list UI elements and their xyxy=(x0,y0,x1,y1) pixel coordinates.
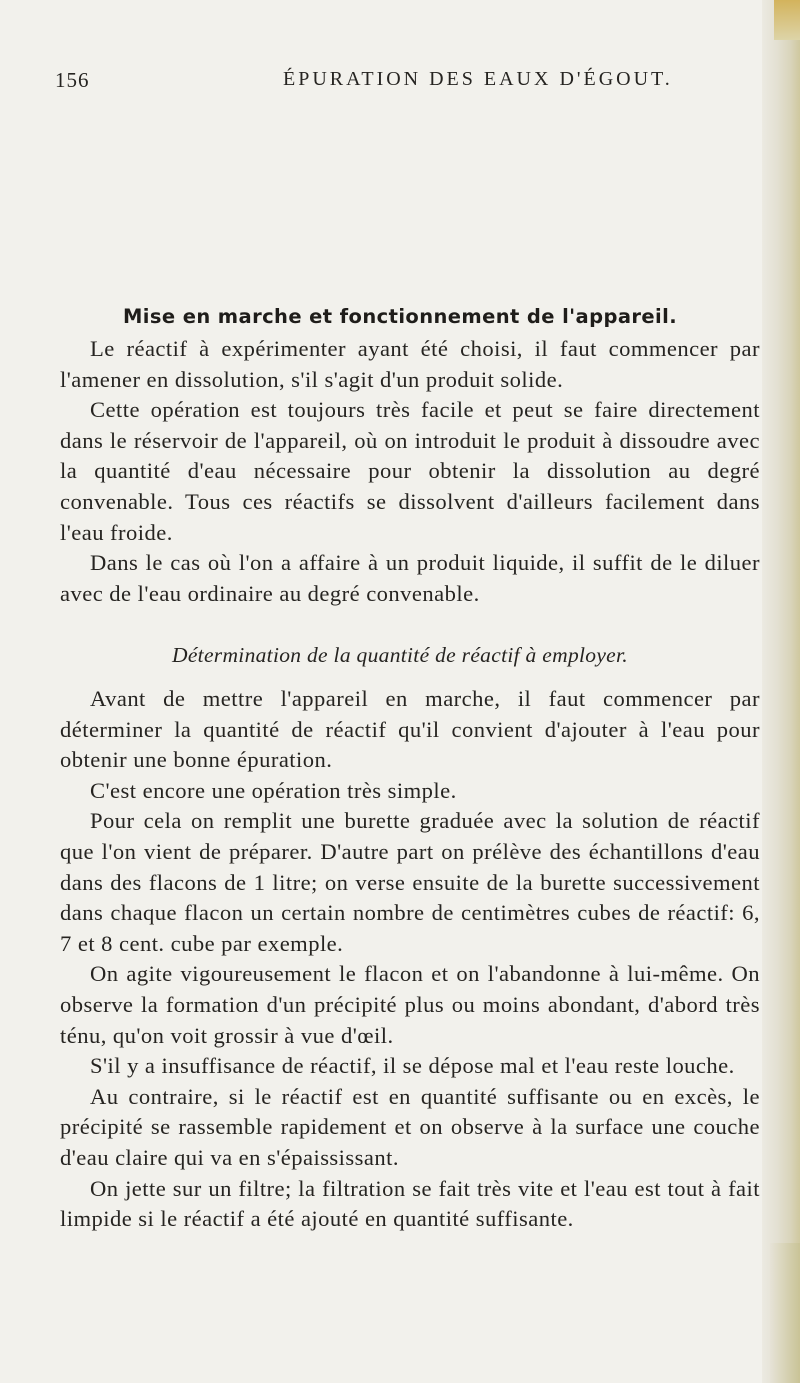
page-edge xyxy=(762,0,800,1383)
paragraph: Dans le cas où l'on a affaire à un produit liquide, il suffit de le diluer avec de l'eau ordinaire au degré convenable. xyxy=(60,550,760,606)
paragraph: Le réactif à expérimenter ayant été choisi, il faut commencer par l'amener en dissolution, s'il s'agit d'un produit solide. xyxy=(60,336,760,392)
paragraph: Avant de mettre l'appareil en marche, il faut commencer par déterminer la quantité de réactif qu'il convient d'ajouter à l'eau pour obtenir une bonne épuration. xyxy=(60,686,760,773)
paragraph: S'il y a insuffisance de réactif, il se dépose mal et l'eau reste louche. xyxy=(90,1053,735,1079)
section-body xyxy=(60,334,760,609)
page-edge-stain xyxy=(774,0,800,40)
section-heading: Mise en marche et fonctionnement de l'appareil. xyxy=(122,305,678,328)
subsection-heading-text: Détermination de la quantité de réactif à employer. xyxy=(172,643,628,667)
paragraph: Cette opération est toujours très facile et peut se faire directement dans le réservoir de l'appareil, où on introduit le produit à dissoudre avec la quantité d'eau nécessaire pour obtenir la dissolution au degré convenable. Tous ces réactifs se dissolvent d'ailleurs facilement dans l'eau froide. xyxy=(60,397,760,545)
paragraph: On agite vigoureusement le flacon et on l'abandonne à lui-même. On observe la formation d'un précipité plus ou moins abondant, d'abord très ténu, qu'on voit grossir à vue d'œil. xyxy=(60,961,760,1048)
paragraph: C'est encore une opération très simple. xyxy=(90,777,457,803)
page-edge-shadow xyxy=(770,1243,800,1383)
paragraph: Pour cela on remplit une burette graduée avec la solution de réactif que l'on vient de préparer. D'autre part on prélève des échantillons d'eau dans des flacons de 1 litre; on verse ensuite de la burette successivement dans chaque flacon un certain nombre de centimètres cubes de réactif: 6, 7 et 8 cent. cube par exemple. xyxy=(60,808,760,956)
subsection-heading xyxy=(0,643,800,668)
running-head xyxy=(0,60,800,100)
running-title: ÉPURATION DES EAUX D'ÉGOUT. xyxy=(283,68,673,90)
paragraph: Au contraire, si le réactif est en quantité suffisante ou en excès, le précipité se rassemble rapidement et on observe à la surface une couche d'eau claire qui va en s'épaississant. xyxy=(60,1083,760,1170)
page-number: 156 xyxy=(55,68,90,92)
paragraph: On jette sur un filtre; la filtration se fait très vite et l'eau est tout à fait limpide si le réactif a été ajouté en quantité suffisante. xyxy=(60,1175,760,1232)
subsection-body xyxy=(60,684,760,1235)
